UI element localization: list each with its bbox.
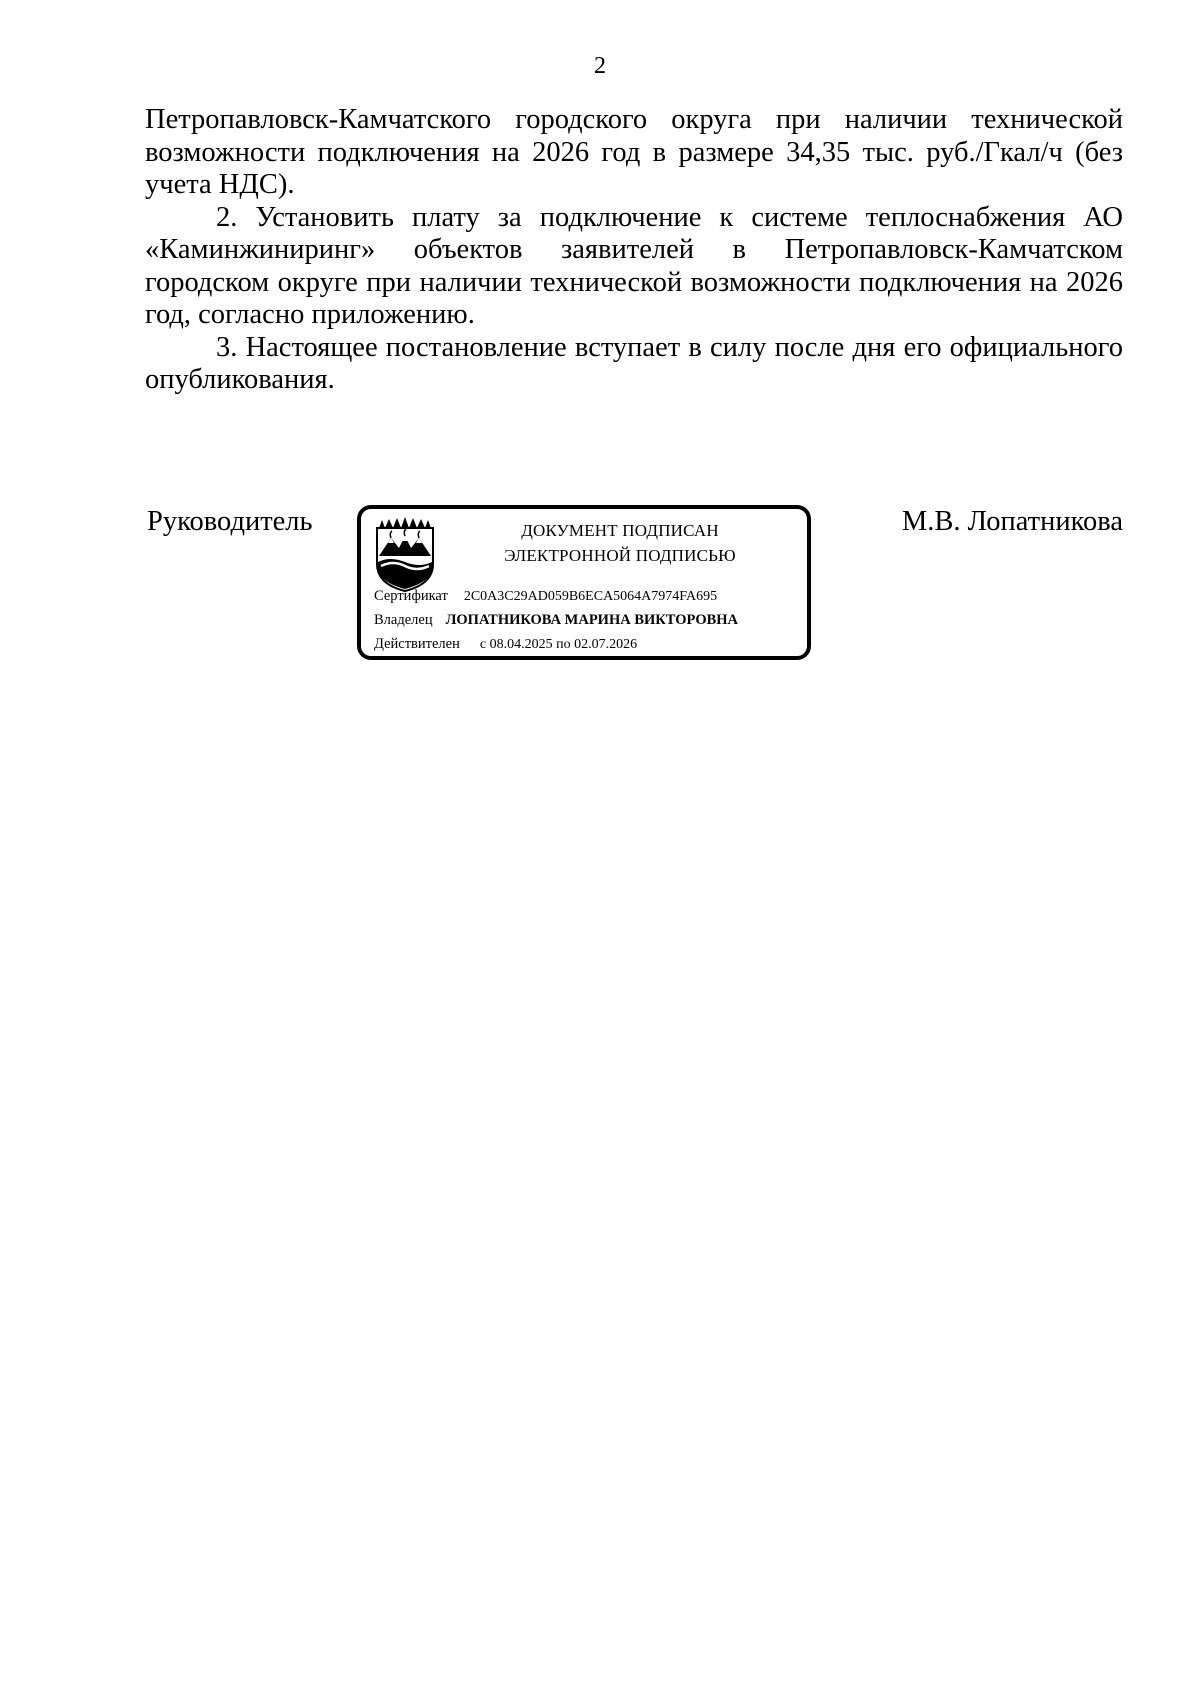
signatory-role: Руководитель [147,506,313,537]
certificate-value: 2C0A3C29AD059B6ECA5064A7974FA695 [463,589,718,604]
validity-value: с 08.04.2025 по 02.07.2026 [479,637,638,652]
stamp-heading-line-1: ДОКУМЕНТ ПОДПИСАН [521,521,719,540]
certificate-label: Сертификат [374,588,448,604]
page-number: 2 [594,53,606,79]
stamp-certificate-row [374,586,717,607]
owner-label: Владелец [374,612,433,628]
stamp-validity-row [374,634,637,655]
stamp-heading [445,518,795,568]
stamp-heading-line-2: ЭЛЕКТРОННОЙ ПОДПИСЬЮ [504,546,736,565]
stamp-owner-row [374,610,738,630]
document-body [145,104,1123,397]
owner-value: ЛОПАТНИКОВА МАРИНА ВИКТОРОВНА [445,612,739,628]
validity-label: Действителен [374,636,460,652]
electronic-signature-stamp [357,505,811,660]
paragraph-3: 3. Настоящее постановление вступает в силу после дня его официального опубликования. [145,331,1123,395]
paragraph-1-continuation: Петропавловск-Камчатского городского округа при наличии технической возможности подключения на 2026 год в размере 34,35 тыс. руб./Гкал/ч (без учета НДС). [145,104,1123,200]
kamchatka-coat-of-arms-icon [375,516,435,593]
paragraph-2: 2. Установить плату за подключение к системе теплоснабжения АО «Каминжиниринг» объектов заявителей в Петропавловск-Камчатском городском округе при наличии технической возможности подключения на 2026 год, согласно приложению. [145,201,1123,330]
signatory-name: М.В. Лопатникова [901,506,1123,537]
